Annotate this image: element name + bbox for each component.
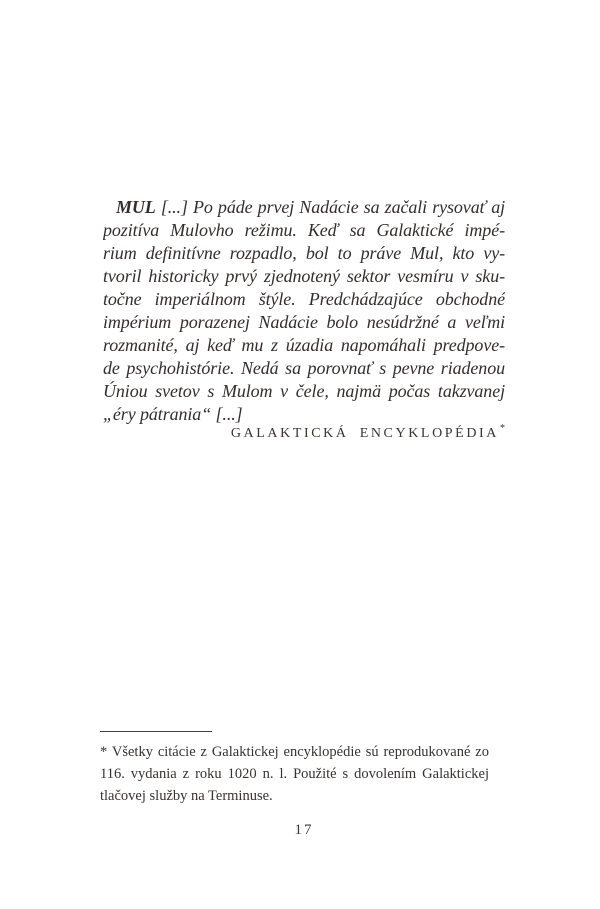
footnote-line: 116. vydania z roku 1020 n. l. Použité s dovolením Galaktickej (100, 766, 489, 782)
footnote-line: tlačovej služby na Terminuse. (100, 788, 273, 804)
attribution-text: GALAKTICKÁ ENCYKLOPÉDIA (230, 426, 499, 441)
footnote-divider-rule (100, 731, 212, 732)
quote-line: rium definitívne rozpadlo, bol to práve Mul, kto vy- (103, 243, 505, 263)
epigraph-quote (103, 196, 505, 426)
footnote (100, 731, 489, 807)
quote-line: pozitíva Mulovho režimu. Keď sa Galaktické impé- (103, 220, 505, 240)
quote-line: impérium porazenej Nadácie bolo nesúdržné a veľmi (103, 312, 505, 332)
quote-line: de psychohistórie. Nedá sa porovnať s pevne riadenou (103, 358, 505, 378)
footnote-line: * Všetky citácie z Galaktickej encyklopédie sú reprodukované zo (100, 744, 489, 760)
quote-lead-word: MUL (116, 197, 156, 217)
quote-line: Úniou svetov s Mulom v čele, najmä počas takzvanej (103, 381, 505, 401)
quote-line: tvoril historicky prvý zjednotený sektor vesmíru v sku- (103, 266, 505, 286)
quote-line (103, 196, 505, 219)
quote-line: točne imperiálnom štýle. Predchádzajúce obchodné (103, 289, 505, 309)
footnote-reference-asterisk: * (500, 423, 505, 434)
quote-line: rozmanité, aj keď mu z úzadia napomáhali predpove- (103, 335, 505, 355)
page-number: 17 (294, 822, 314, 838)
quote-attribution (103, 423, 505, 442)
quote-line: „éry pátrania“ [...] (103, 404, 243, 424)
quote-line-text: [...] Po páde prvej Nadácie sa začali rysovať aj (155, 197, 505, 217)
